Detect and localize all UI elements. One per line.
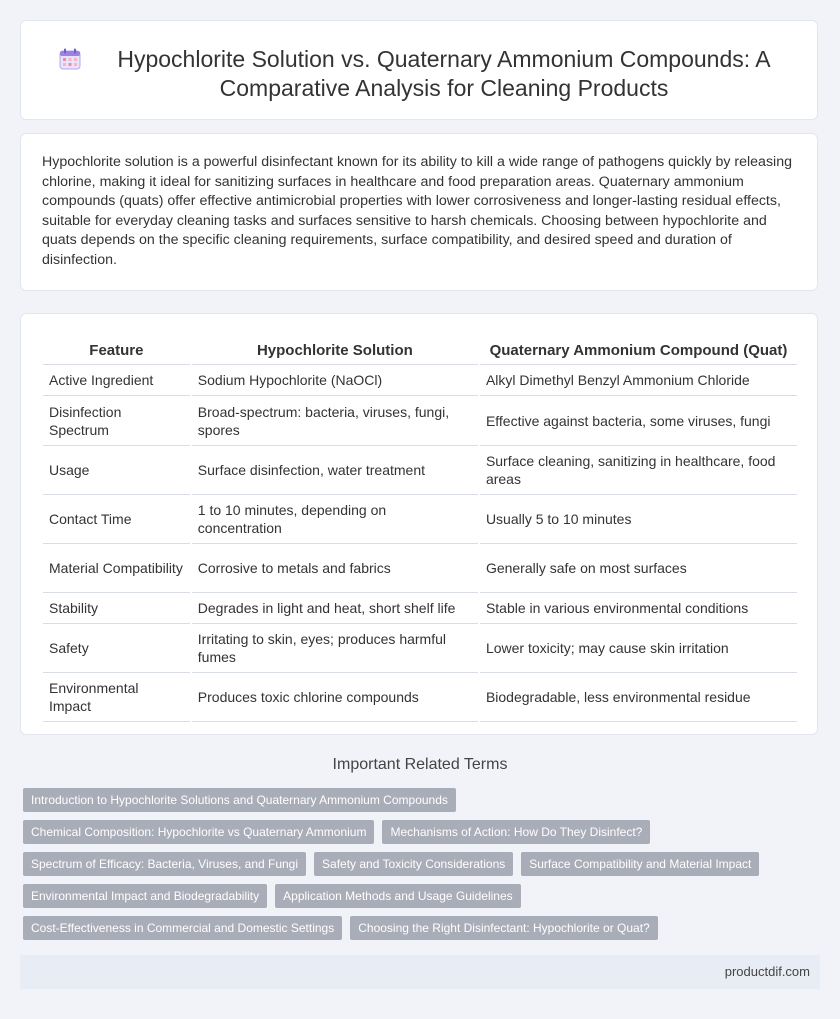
table-cell: Environmental Impact [43,673,190,722]
table-cell: Effective against bacteria, some viruses, fungi [480,396,797,446]
table-cell: Irritating to skin, eyes; produces harmful fumes [192,624,478,673]
table-row [43,396,797,446]
related-term-tag[interactable]: Cost-Effectiveness in Commercial and Domestic Settings [23,916,342,940]
table-cell: Biodegradable, less environmental residue [480,673,797,722]
table-cell: Material Compatibility [43,544,190,593]
footer-site-link[interactable]: productdif.com [724,964,810,979]
related-term-tag[interactable]: Spectrum of Efficacy: Bacteria, Viruses, and Fungi [23,852,306,876]
table-cell: Generally safe on most surfaces [480,544,797,593]
related-term-tag[interactable]: Application Methods and Usage Guidelines [275,884,520,908]
related-term-tag[interactable]: Choosing the Right Disinfectant: Hypochlorite or Quat? [350,916,658,940]
column-header: Feature [43,335,190,365]
tag-row [23,820,650,844]
table-cell: Lower toxicity; may cause skin irritation [480,624,797,673]
column-header: Hypochlorite Solution [192,335,478,365]
tag-row [23,884,521,908]
table-cell: Surface cleaning, sanitizing in healthcare, food areas [480,446,797,495]
table-cell: Degrades in light and heat, short shelf life [192,593,478,624]
table-cell: 1 to 10 minutes, depending on concentration [192,495,478,544]
table-row [43,446,797,495]
title-card [20,20,818,120]
table-cell: Stability [43,593,190,624]
related-term-tag[interactable]: Mechanisms of Action: How Do They Disinfect? [382,820,650,844]
table-row [43,365,797,396]
page-title: Hypochlorite Solution vs. Quaternary Ammonium Compounds: A Comparative Analysis for Cleaning Products [117,46,771,101]
tag-row [23,788,456,812]
table-cell: Safety [43,624,190,673]
table-cell: Contact Time [43,495,190,544]
table-cell: Active Ingredient [43,365,190,396]
related-term-tag[interactable]: Chemical Composition: Hypochlorite vs Quaternary Ammonium [23,820,374,844]
related-term-tag[interactable]: Environmental Impact and Biodegradability [23,884,267,908]
table-cell: Disinfection Spectrum [43,396,190,446]
table-cell: Surface disinfection, water treatment [192,446,478,495]
table-row [43,593,797,624]
table-cell: Usually 5 to 10 minutes [480,495,797,544]
table-cell: Produces toxic chlorine compounds [192,673,478,722]
intro-paragraph: Hypochlorite solution is a powerful disinfectant known for its ability to kill a wide range of pathogens quickly by releasing chlorine, making it ideal for sanitizing surfaces in healthcare and food preparation areas. Quaternary ammonium compounds (quats) offer effective antimicrobial properties with lower corrosiveness and longer-lasting residual effects, suitable for everyday cleaning tasks and surfaces sensitive to harsh chemicals. Choosing between hypochlorite and quats depends on the specific cleaning requirements, surface compatibility, and desired speed and duration of disinfection. [42,154,792,268]
column-header: Quaternary Ammonium Compound (Quat) [480,335,797,365]
table-row [43,495,797,544]
table-cell: Alkyl Dimethyl Benzyl Ammonium Chloride [480,365,797,396]
table-cell: Sodium Hypochlorite (NaOCl) [192,365,478,396]
table-header-row [43,335,797,365]
table-row [43,673,797,722]
tag-row [23,852,759,876]
comparison-table-card [20,313,818,735]
comparison-table [41,335,799,722]
related-term-tag[interactable]: Surface Compatibility and Material Impact [521,852,759,876]
tag-row [23,916,658,940]
intro-card [20,133,818,291]
table-cell: Usage [43,446,190,495]
related-terms-title: Important Related Terms [332,756,508,773]
table-cell: Corrosive to metals and fabrics [192,544,478,593]
table-cell: Stable in various environmental conditions [480,593,797,624]
table-cell: Broad-spectrum: bacteria, viruses, fungi, spores [192,396,478,446]
table-row [43,544,797,593]
table-row [43,624,797,673]
related-term-tag[interactable]: Safety and Toxicity Considerations [314,852,513,876]
footer [20,955,820,989]
related-term-tag[interactable]: Introduction to Hypochlorite Solutions and Quaternary Ammonium Compounds [23,788,456,812]
calendar-icon [59,48,81,70]
